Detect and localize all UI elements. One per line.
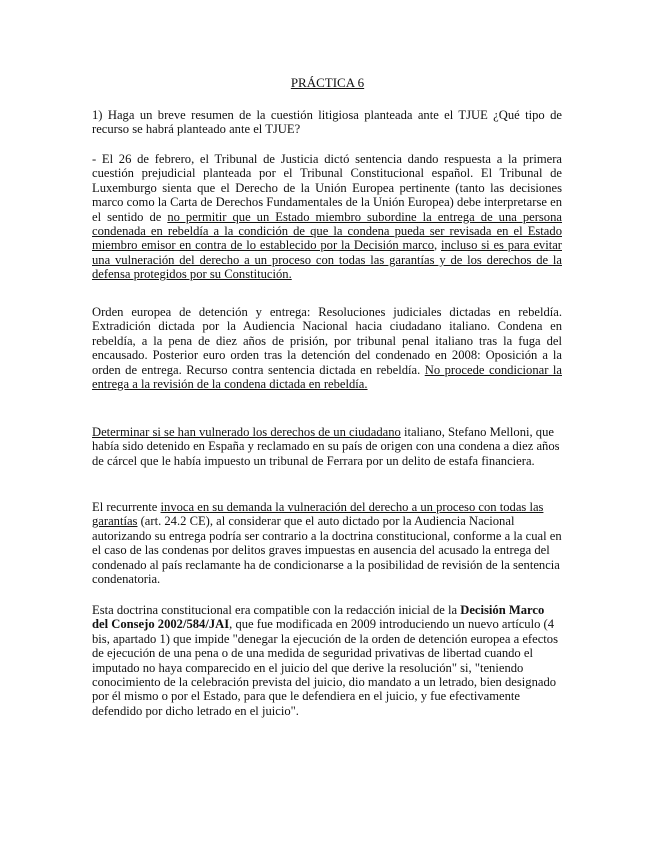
objective-text: italiano, Stefano Melloni, que había sido detenido en España y reclamado en su país de origen con una condena a diez años de cárcel que le había impuesto un tribunal de Ferrara por un delito de estafa financiera. bbox=[92, 425, 560, 468]
summary-text: - El 26 de febrero, el Tribunal de Justicia dictó sentencia dando respuesta a la primera cuestión prejudicial planteada por el Tribunal Constitucional español. El Tribunal de Luxemburgo sienta que el Derecho de la Unión Europea pertinente (tanto las decisiones marco como la Carta de Derechos Fundamentales de la Unión Europea) debe interpretarse en el sentido de bbox=[92, 152, 562, 224]
appeal-text-end: (art. 24.2 CE), al considerar que el auto dictado por la Audiencia Nacional autorizando su entrega podría ser contrario a la doctrina constitucional, conforme a la cual en el caso de las condenas por delitos graves impuestas en ausencia del acusado la entrega del condenado al país reclamante ha de condicionarse a la posibilidad de revisión de la sentencia condenatoria. bbox=[92, 514, 562, 587]
summary-paragraph bbox=[92, 152, 562, 282]
question-paragraph: 1) Haga un breve resumen de la cuestión litigiosa planteada ante el TJUE ¿Qué tipo de recurso se habrá planteado ante el TJUE? bbox=[92, 108, 562, 137]
objective-underlined: Determinar si se han vulnerado los derechos de un ciudadano bbox=[92, 425, 401, 439]
appeal-text-start: El recurrente bbox=[92, 500, 161, 514]
summary-separator: , bbox=[434, 238, 441, 253]
doctrine-text-end: , que fue modificada en 2009 introduciendo un nuevo artículo (4 bis, apartado 1) que impide "denegar la ejecución de la orden de detención europea a efectos de ejecución de una pena o de una medida de seguridad privativas de libertad cuando el imputado no haya comparecido en el juicio del que derive la resolución" si, "teniendo conocimiento de la celebración prevista del juicio, dio mandato a un letrado, bien designado por él mismo o por el Estado, para que le defendiera en el juicio, y fue efectivamente defendido por dicho letrado en el juicio". bbox=[92, 617, 558, 718]
doctrine-bold-decision: Decisión Marco del Consejo 2002/584/JAI bbox=[92, 603, 545, 632]
doctrine-text-start: Esta doctrina constitucional era compatible con la redacción inicial de la bbox=[92, 603, 461, 617]
page-title: PRÁCTICA 6 bbox=[290, 75, 365, 90]
appeal-underlined: invoca en su demanda la vulneración del derecho a un proceso con todas las garantías bbox=[92, 500, 544, 529]
case-keywords-underlined: No procede condicionar la entrega a la revisión de la condena dictada en rebeldía. bbox=[92, 362, 562, 392]
doctrine-paragraph bbox=[92, 603, 562, 718]
appeal-paragraph bbox=[92, 500, 562, 586]
case-keywords-paragraph bbox=[92, 305, 562, 391]
objective-paragraph bbox=[92, 425, 562, 468]
case-keywords-text: Orden europea de detención y entrega: Resoluciones judiciales dictadas en rebeldía. Extradición dictada por la Audiencia Nacional hacia ciudadano italiano. Condena en rebeldía, a la pena de diez años de prisión, por tribunal penal italiano tras la fuga del encausado. Posterior euro orden tras la detención del condenado en 2008: Oposición a la orden de entrega. Recurso contra sentencia dictada en rebeldía. bbox=[92, 305, 562, 377]
summary-underlined-ruling: no permitir que un Estado miembro subordine la entrega de una persona condenada en rebeldía a la condición de que la condena pueda ser revisada en el Estado miembro emisor en contra de lo establecido por la Decisión marco bbox=[92, 209, 562, 253]
summary-underlined-exception: incluso si es para evitar una vulneración del derecho a un proceso con todas las garantías y de los derechos de la defensa protegidos por su Constitución. bbox=[92, 238, 562, 282]
